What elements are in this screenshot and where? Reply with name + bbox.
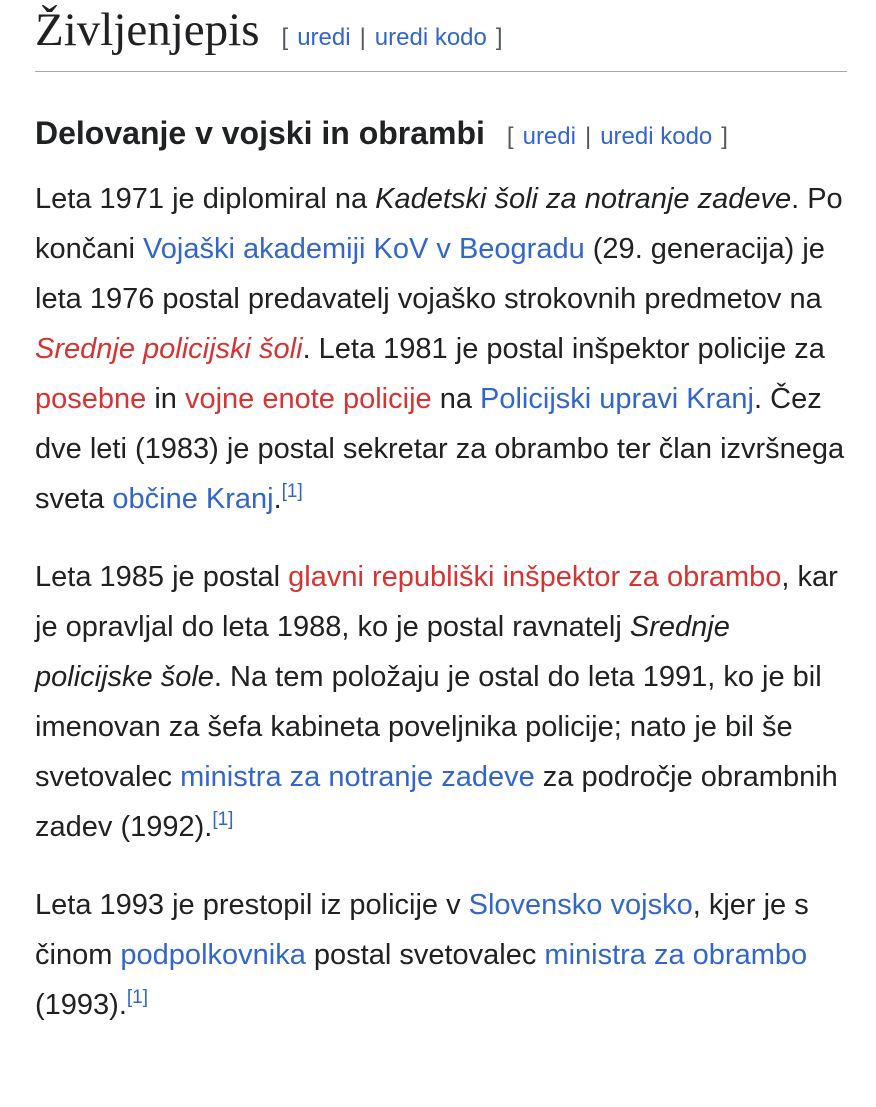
text-run: . — [273, 483, 282, 515]
text-run: . Leta 1981 je postal inšpektor policije za — [302, 333, 825, 365]
text-run: . Čez dve leti (1983) je postal sekretar za obrambo ter član izvršnega sveta — [35, 383, 845, 515]
edit-bracket-close: ] — [495, 24, 503, 51]
red-link[interactable]: glavni republiški inšpektor za obrambo — [288, 561, 782, 593]
edit-bracket-open: [ — [506, 123, 514, 150]
edit-bracket-close: ] — [721, 123, 728, 150]
wiki-link[interactable]: občine Kranj — [112, 483, 274, 515]
edit-link[interactable]: uredi — [297, 24, 351, 51]
wiki-link[interactable]: Policijski upravi Kranj — [480, 383, 755, 415]
wiki-link[interactable]: ministra za notranje zadeve — [180, 761, 535, 793]
paragraph-3 — [35, 880, 847, 1030]
text-run: na — [431, 383, 481, 415]
edit-source-link[interactable]: uredi kodo — [600, 123, 713, 150]
text-run: , kjer je s činom — [35, 889, 809, 971]
paragraph-1 — [35, 174, 847, 524]
wiki-link[interactable]: Slovensko vojsko — [468, 889, 693, 921]
text-run: Leta 1985 je postal — [35, 561, 289, 593]
red-link[interactable]: vojne enote policije — [184, 383, 432, 415]
text-run: in — [146, 383, 185, 415]
red-link[interactable]: Srednje policijski šoli — [35, 333, 303, 365]
text-run: , kar je opravljal do leta 1988, ko je postal ravnatelj — [35, 561, 838, 643]
section-edit-section — [507, 123, 728, 150]
text-run: Leta 1993 je prestopil iz policije v — [35, 889, 469, 921]
edit-link[interactable]: uredi — [522, 123, 576, 150]
wiki-link[interactable]: ministra za obrambo — [544, 939, 808, 971]
reference-link[interactable]: [1] — [281, 481, 303, 502]
wiki-link[interactable]: podpolkovnika — [120, 939, 306, 971]
page-title: Življenjepis — [35, 4, 260, 56]
edit-bracket-open: [ — [281, 24, 289, 51]
edit-separator: | — [359, 24, 366, 51]
paragraph-2 — [35, 552, 847, 852]
reference-link[interactable]: [1] — [212, 809, 234, 830]
page-title-edit-section — [282, 24, 503, 51]
text-run: za področje obrambnih zadev (1992). — [35, 761, 838, 843]
edit-separator: | — [584, 123, 592, 150]
page-title-heading — [35, 0, 847, 72]
section-heading — [35, 114, 847, 156]
red-link[interactable]: posebne — [35, 383, 147, 415]
text-run: . Na tem položaju je ostal do leta 1991, ko je bil imenovan za šefa kabineta poveljnika policije; nato je bil še svetovalec — [35, 661, 822, 793]
wiki-link[interactable]: Vojaški akademiji KoV v Beogradu — [143, 233, 585, 265]
text-run: Leta 1971 je diplomiral na — [35, 183, 376, 215]
section-title: Delovanje v vojski in obrambi — [35, 115, 485, 151]
text-run: (29. generacija) je leta 1976 postal predavatelj vojaško strokovnih predmetov na — [35, 233, 825, 315]
italic-text: Srednje policijske šole — [35, 611, 730, 693]
reference-link[interactable]: [1] — [126, 987, 149, 1008]
italic-text: Kadetski šoli za notranje zadeve — [375, 183, 792, 215]
edit-source-link[interactable]: uredi kodo — [374, 24, 487, 51]
text-run: postal svetovalec — [305, 939, 545, 971]
text-run: (1993). — [35, 989, 127, 1021]
text-run: . Po končani — [35, 183, 843, 265]
